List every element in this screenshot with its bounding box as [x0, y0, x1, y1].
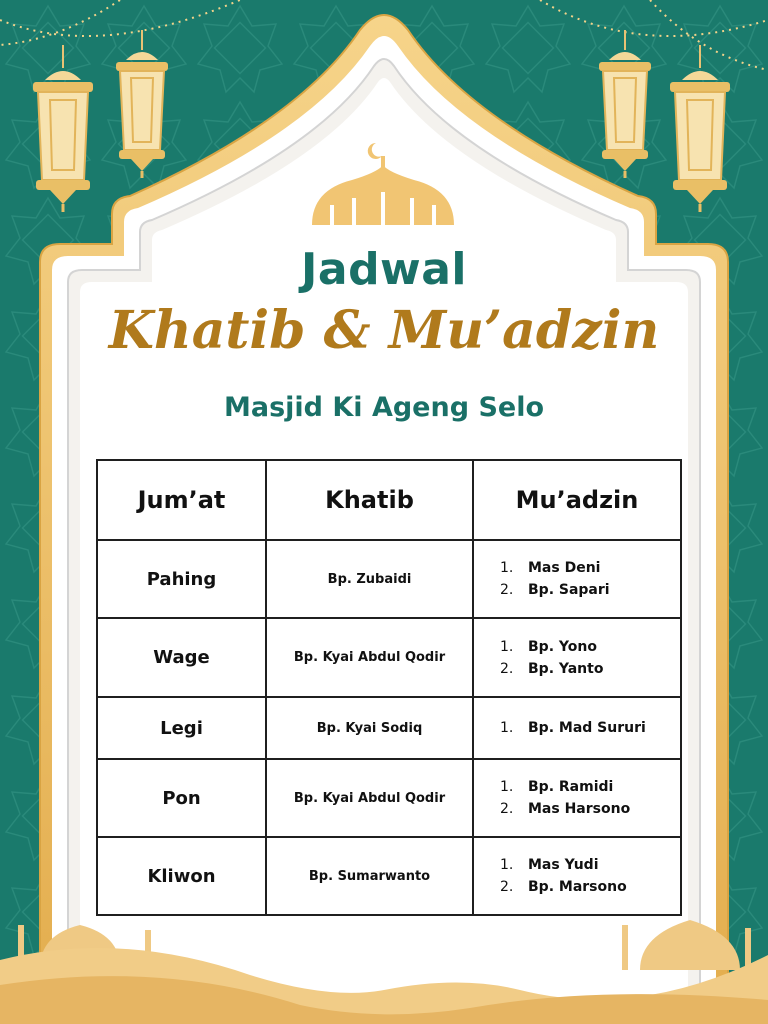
column-header-day: Jum’at	[97, 460, 266, 540]
table-row	[97, 837, 681, 915]
muadzin-cell	[473, 759, 681, 837]
muadzin-cell	[473, 697, 681, 759]
muadzin-item: 1. Bp. Ramidi	[500, 779, 614, 795]
day-cell: Pahing	[97, 540, 266, 618]
page-title-script: Khatib & Mu’adzin	[108, 300, 660, 361]
page-title: Jadwal	[301, 244, 467, 295]
khatib-cell: Bp. Kyai Sodiq	[266, 697, 473, 759]
day-cell: Pon	[97, 759, 266, 837]
muadzin-cell	[473, 540, 681, 618]
muadzin-item: 1. Bp. Yono	[500, 638, 597, 655]
table-row	[97, 618, 681, 697]
muadzin-cell	[473, 618, 681, 697]
schedule-table	[96, 459, 682, 916]
column-header-khatib: Khatib	[266, 460, 473, 540]
muadzin-item: 2. Mas Harsono	[500, 801, 631, 817]
day-cell: Legi	[97, 697, 266, 759]
muadzin-item: 2. Bp. Marsono	[500, 879, 627, 895]
khatib-cell: Bp. Kyai Abdul Qodir	[266, 759, 473, 837]
day-cell: Kliwon	[97, 837, 266, 915]
muadzin-cell	[473, 837, 681, 915]
column-header-muadzin: Mu’adzin	[473, 460, 681, 540]
muadzin-item: 1. Bp. Mad Sururi	[500, 720, 646, 736]
table-header-row	[97, 460, 681, 540]
table-row	[97, 697, 681, 759]
muadzin-item: 2. Bp. Sapari	[500, 582, 610, 598]
day-cell: Wage	[97, 618, 266, 697]
mosque-name: Masjid Ki Ageng Selo	[223, 392, 545, 423]
table-row	[97, 540, 681, 618]
muadzin-item: 1. Mas Yudi	[500, 857, 599, 873]
khatib-cell: Bp. Kyai Abdul Qodir	[266, 618, 473, 697]
khatib-cell: Bp. Sumarwanto	[266, 837, 473, 915]
muadzin-item: 1. Mas Deni	[500, 560, 601, 576]
khatib-cell: Bp. Zubaidi	[266, 540, 473, 618]
table-row	[97, 759, 681, 837]
muadzin-item: 2. Bp. Yanto	[500, 660, 604, 677]
